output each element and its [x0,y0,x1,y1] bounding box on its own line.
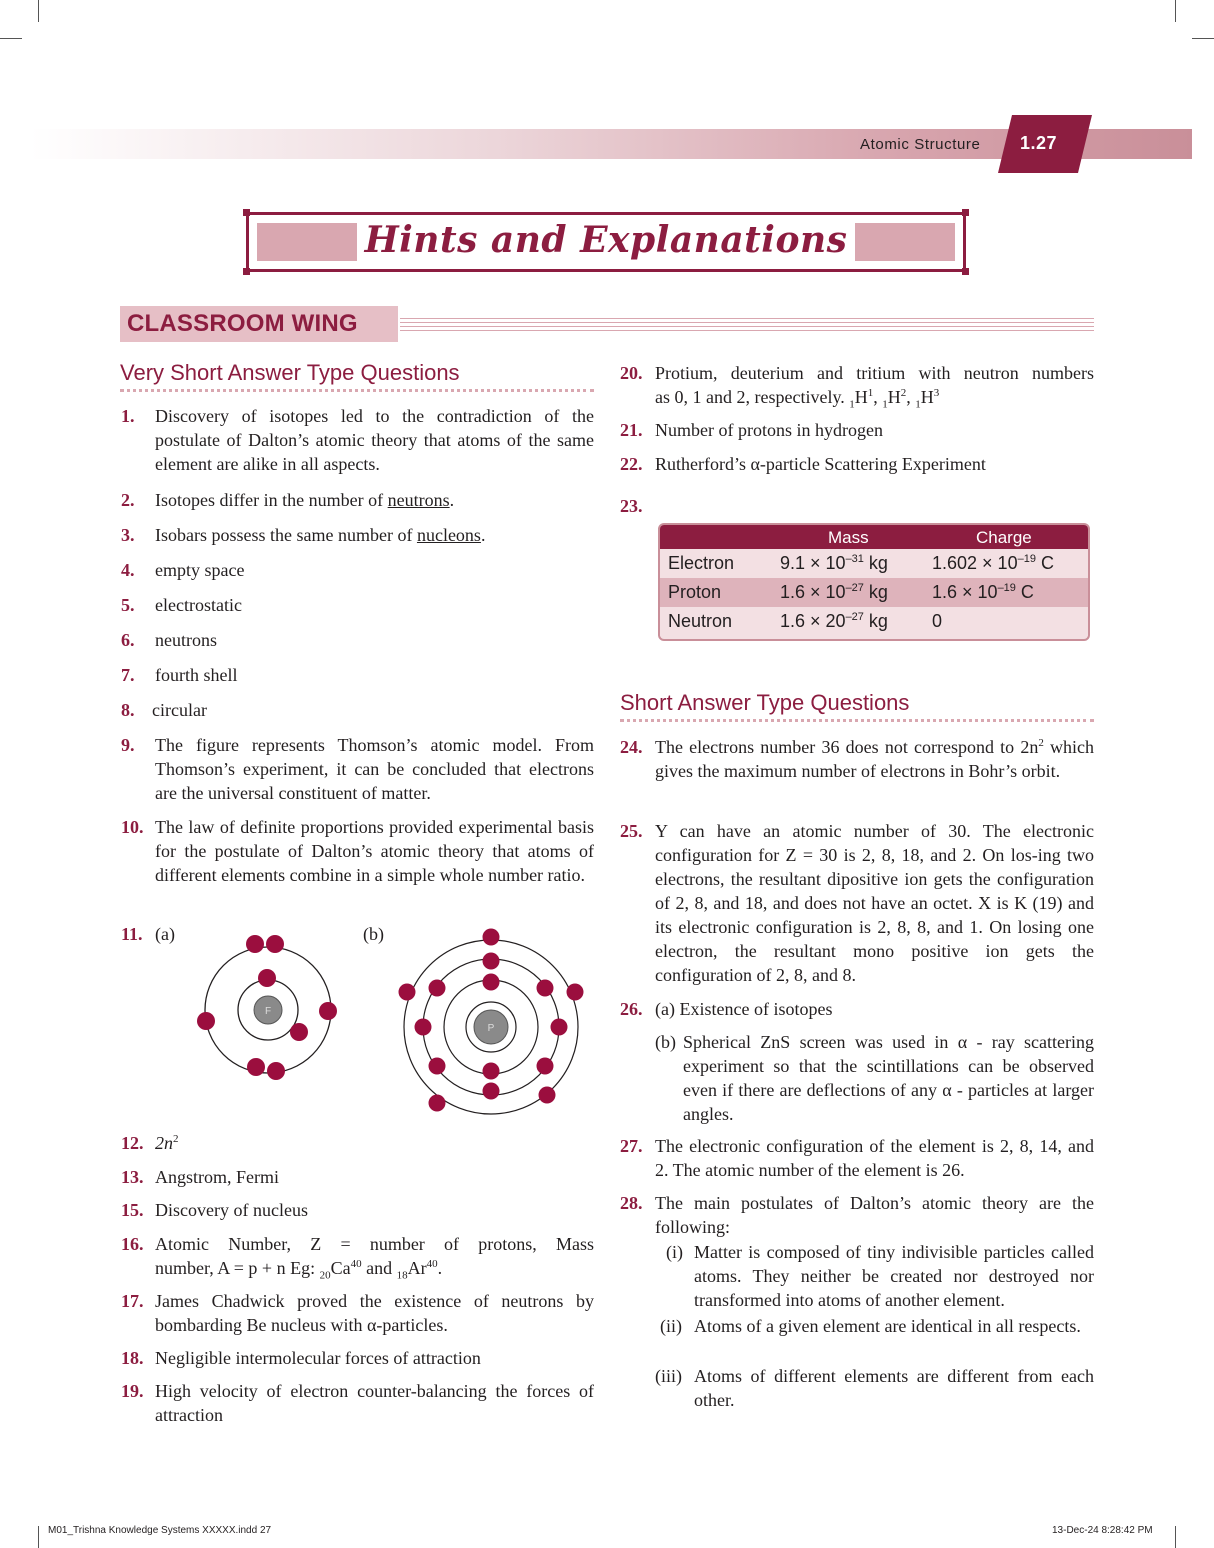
answer-text-part: number, A = p + n Eg: [155,1258,320,1278]
answer-15 [121,1198,594,1222]
particle-table [658,523,1090,641]
answer-12 [121,1131,594,1155]
formula: 2n [155,1133,173,1153]
answer-text: Discovery of isotopes led to the contradiction of the postulate of Dalton’s atomic theory that atoms of the same element are alike in all aspects. [155,406,594,474]
postulate-text: Matter is composed of tiny indivisible particles called atoms. They neither be created nor destroyed nor transformed into atoms of another element. [694,1242,1094,1310]
section-rule [400,322,1094,323]
table-row [660,578,1088,607]
answer-text: electrostatic [155,595,242,615]
mass-unit: kg [863,582,888,602]
answer-text-line [121,1256,594,1280]
superscript: 2 [1038,737,1044,749]
answer-number: 4. [121,560,135,580]
table-header [660,525,1088,549]
postulate-i [660,1240,1094,1312]
electron [266,935,284,953]
element-symbol: H [920,387,934,407]
electron [429,1095,446,1112]
element-symbol: H [854,387,868,407]
answer-number: 17. [121,1291,144,1311]
crop-mark [38,1526,39,1548]
section-rule [400,330,1094,331]
answer-text-part: Isobars possess the same number of [155,525,417,545]
answer-text-part: . [437,1258,443,1278]
electron [429,980,446,997]
answer-9 [121,733,594,805]
answer-number: 25. [620,821,643,841]
postulate-iii [655,1364,1094,1412]
answer-28 [620,1191,1094,1239]
answer-number: 10. [121,817,144,837]
underlined-answer: neutrons [387,490,450,510]
subheading-rule [620,719,1094,722]
page-title-text: Hints and Explanations [357,219,856,261]
answer-number: 19. [121,1381,144,1401]
answer-text-part: Isotopes differ in the number of [155,490,388,510]
table-row [660,607,1088,636]
superscript: 2 [900,387,907,399]
crop-mark [1175,0,1176,22]
answer-number: 22. [620,454,643,474]
charge-value [932,553,1054,574]
answer-number: 21. [620,420,643,440]
superscript: 3 [933,387,940,399]
charge-base: 1.602 × 10 [932,553,1018,573]
subscript: 18 [396,1269,408,1282]
footer-timestamp: 13-Dec-24 8:28:42 PM [1052,1525,1153,1536]
answer-part-b: Spherical ZnS screen was used in α - ray scattering experiment so that the scintillations can be observed even if there are deflections of any α - particles at larger angles. [683,1032,1094,1124]
diagram-label-a: (a) [155,924,175,944]
footer-file: M01_Trishna Knowledge Systems XXXXX.indd 27 [48,1525,272,1536]
answer-text: Discovery of nucleus [155,1200,308,1220]
electron [267,1062,285,1080]
crop-mark [1192,38,1214,39]
mass-value [780,553,888,574]
answer-21 [620,418,1094,442]
answer-number: 27. [620,1136,643,1156]
answer-number: 3. [121,525,135,545]
answer-number: 28. [620,1193,643,1213]
answer-1 [121,404,594,476]
postulate-label: (ii) [660,1316,682,1336]
atom-diagram-b [396,925,586,1115]
answer-3 [121,523,594,547]
answer-19 [121,1379,594,1427]
atom-diagram-a [190,928,350,1088]
answer-26 [620,997,1094,1021]
crop-mark [0,38,22,39]
mass-unit: kg [863,553,888,573]
answer-number: 9. [121,735,135,755]
answer-text: Rutherford’s α-particle Scattering Experiment [655,454,986,474]
answer-text [620,735,1094,783]
answer-number: 12. [121,1133,144,1153]
answer-number: 18. [121,1348,144,1368]
superscript: 40 [350,1258,362,1270]
electron [246,935,264,953]
answer-text-line: Atomic Number, Z = number of protons, Mass [155,1234,594,1254]
mass-unit: kg [863,611,888,631]
answer-18 [121,1346,594,1370]
electron [537,980,554,997]
answer-text-part: . [480,525,486,545]
subscript: 1 [882,398,888,411]
mass-value [780,582,888,603]
answer-26b [655,1030,1094,1126]
subscript: 20 [319,1269,331,1282]
answer-text: circular [152,700,207,720]
charge-value [932,582,1034,603]
subscript: 1 [849,398,855,411]
particle-name: Proton [668,582,722,602]
electron [483,974,500,991]
answer-number: 6. [121,630,135,650]
answer-number: 20. [620,363,643,383]
answer-text: Angstrom, Fermi [155,1167,279,1187]
answer-number: 2. [121,490,135,510]
charge-base: 1.6 × 10 [932,582,998,602]
answer-text-line: Protium, deuterium and tritium with neutron numbers [655,363,1094,383]
answer-7 [121,663,594,687]
charge-unit: C [1035,553,1054,573]
electron [290,1023,308,1041]
answer-number: 5. [121,595,135,615]
postulate-text: Atoms of a given element are identical in all respects. [694,1316,1081,1336]
subheading-short-answer: Short Answer Type Questions [620,690,910,715]
answer-number: 13. [121,1167,144,1187]
particle-name: Neutron [668,611,733,631]
answer-text: Negligible intermolecular forces of attraction [155,1348,481,1368]
page-number: 1.27 [1020,133,1058,153]
answer-text-part: as 0, 1 and 2, respectively. [655,387,845,407]
column-header-mass: Mass [828,528,869,547]
mass-base: 1.6 × 20 [780,611,846,631]
electron [567,984,584,1001]
section-rule [400,326,1094,327]
answer-text: The electronic configuration of the element is 2, 8, 14, and 2. The atomic number of the element is 26. [655,1136,1094,1180]
postulate-label: (i) [666,1242,683,1262]
answer-4 [121,558,594,582]
title-corner [962,209,969,216]
mass-exponent: –27 [845,611,864,623]
answer-22 [620,452,1094,476]
answer-24 [620,735,1094,783]
superscript: 2 [173,1133,179,1145]
electron [415,1019,432,1036]
answer-8 [121,698,594,722]
answer-text-part: which gives the maximum number of electrons in Bohr’s orbit. [655,737,1094,781]
particle-name: Electron [668,553,735,573]
answer-text: The figure represents Thomson’s atomic model. From Thomson’s experiment, it can be concluded that electrons are the universal constituent of matter. [155,735,594,803]
answer-5 [121,593,594,617]
answer-10 [121,815,594,887]
crop-mark [1175,1526,1176,1548]
charge-value [932,611,942,632]
element-symbol: H [887,387,901,407]
postulate-text: Atoms of different elements are different from each other. [694,1366,1094,1410]
element-symbol: Ar [407,1258,427,1278]
mass-value [780,611,888,632]
answer-text-part: . [449,490,455,510]
answer-17 [121,1289,594,1337]
answer-number: 1. [121,406,135,426]
electron [483,929,500,946]
answer-number: 23. [620,496,643,516]
answer-text: neutrons [155,630,217,650]
electron [258,969,276,987]
answer-13 [121,1165,594,1189]
answer-text: Number of protons in hydrogen [655,420,883,440]
answer-text-part: The electrons number 36 does not correspond to 2n [655,737,1039,757]
element-symbol: Ca [330,1258,351,1278]
table-row [660,549,1088,578]
answer-number: 11. [121,924,143,944]
subscript: 1 [915,398,921,411]
section-rule [400,318,1094,319]
diagram-label-b: (b) [363,924,384,944]
electron [247,1058,265,1076]
charge-unit: C [1015,582,1034,602]
answer-text [121,488,594,512]
answer-text-part: and [361,1258,397,1278]
answer-25 [620,819,1094,987]
answer-text: James Chadwick proved the existence of neutrons by bombarding Be nucleus with α-particles. [155,1291,594,1335]
nucleus-label: P [487,1023,495,1034]
postulate-label: (iii) [655,1366,682,1386]
answer-text: empty space [155,560,245,580]
answer-text: fourth shell [155,665,238,685]
electron [319,1002,337,1020]
electron [537,1058,554,1075]
answer-20 [620,361,1094,409]
answer-text: The law of definite proportions provided experimental basis for the postulate of Dalton’s atomic theory that atoms of different elements combine in a simple whole number ratio. [155,817,594,885]
electron [539,1087,556,1104]
answer-number: 16. [121,1234,144,1254]
title-corner [243,209,250,216]
answer-number: 8. [121,700,135,720]
title-corner [243,268,250,275]
underlined-answer: nucleons [416,525,481,545]
electron [551,1019,568,1036]
electron [483,1063,500,1080]
electron [483,1083,500,1100]
part-label: (b) [655,1032,676,1052]
electron [399,984,416,1001]
title-box [246,212,966,272]
section-label: CLASSROOM WING [127,310,358,337]
answer-text: Y can have an atomic number of 30. The electronic configuration for Z = 30 is 2, 8, 18, and 2. On los-ing two electrons, the resultant dipositive ion gets the configuration of 2, 8, and 18, and does not have an octet. X is K (19) and its electronic configuration is 2, 8, 8, and 1. On losing one electron, the resultant mono positive ion gets the configuration of 2, 8, and 8. [655,821,1094,985]
answer-text [121,1131,594,1155]
answer-text-line: as 0, 1 and 2, respectively. $_1H^1$, $_1H^2$, $_1H^3$ [655,387,940,411]
nucleus-label: F [264,1006,272,1017]
answer-text: High velocity of electron counter-balancing the forces of attraction [155,1381,594,1425]
subheading-rule [120,389,594,392]
answer-number: 26. [620,999,643,1019]
answer-number: 7. [121,665,135,685]
superscript: 40 [426,1258,438,1270]
charge-base: 0 [932,611,943,631]
charge-exponent: –19 [1017,553,1036,565]
superscript: 1 [867,387,874,399]
answer-text [121,523,594,547]
crop-mark [38,0,39,22]
answer-text: The main postulates of Dalton’s atomic theory are the following: [655,1193,1094,1237]
electron [197,1012,215,1030]
answer-number: 24. [620,737,643,757]
page-title [249,219,963,261]
mass-exponent: –27 [845,582,864,594]
electron [429,1058,446,1075]
mass-exponent: –31 [845,553,864,565]
answer-6 [121,628,594,652]
title-corner [962,268,969,275]
answer-number: 15. [121,1200,144,1220]
charge-exponent: –19 [997,582,1016,594]
answer-2 [121,488,594,512]
running-head: Atomic Structure [860,136,981,153]
mass-base: 1.6 × 10 [780,582,846,602]
answer-16 [121,1232,594,1280]
mass-base: 9.1 × 10 [780,553,846,573]
postulate-ii [660,1314,1094,1338]
answer-part-a: (a) Existence of isotopes [655,999,833,1019]
column-header-charge: Charge [976,528,1032,547]
electron [483,953,500,970]
answer-27 [620,1134,1094,1182]
subheading-very-short: Very Short Answer Type Questions [120,360,460,385]
